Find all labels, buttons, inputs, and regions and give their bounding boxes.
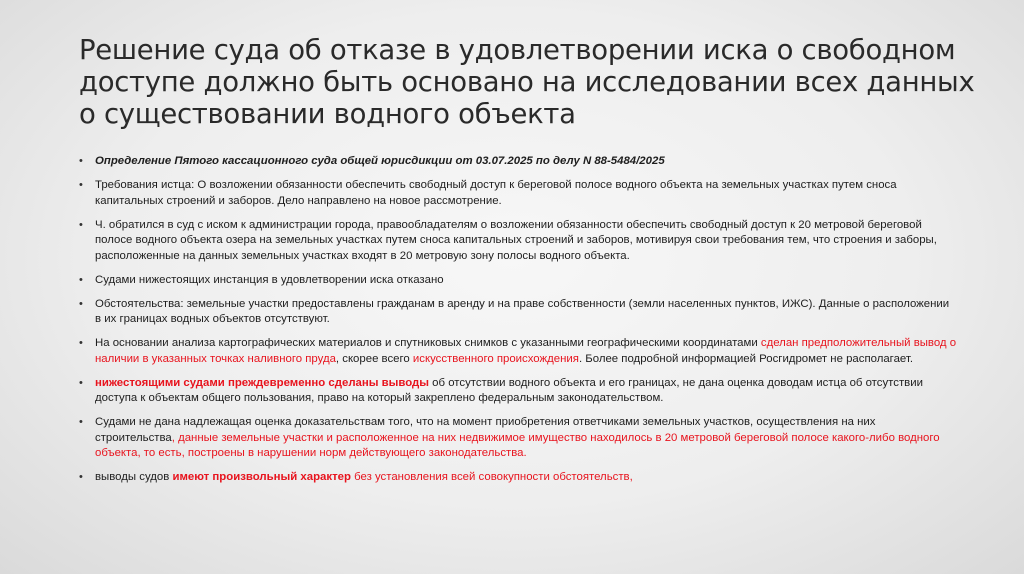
bullet-list — [78, 154, 958, 494]
bullet-text: Судами нижестоящих инстанция в удовлетворении иска отказано — [95, 273, 444, 286]
highlight-text: без установления всей совокупности обстоятельств, — [350, 471, 633, 483]
bullet-text: Ч. обратился в суд с иском к администрации города, правообладателям о возложении обязанности обеспечить свободный доступ к 20 метровой береговой полосе водного объекта озера на земельных участках путем сноса капитальных строений и заборов, мотивируя свои требования тем, что строения и заборы, расположенные на данных земельных участках входят в 20 метровую зону полосы водного объекта. — [95, 218, 937, 262]
slide-title: Решение суда об отказе в удовлетворении иска о свободном доступе должно быть основано на исследовании всех данных о существовании водного объекта — [79, 34, 975, 130]
highlight-text: имеют произвольный характер — [172, 471, 351, 483]
bullet-dot-icon: • — [79, 416, 83, 428]
bullet-dot-icon: • — [79, 218, 83, 231]
highlight-text: искусственного происхождения — [412, 352, 579, 365]
bullet-item-lawsuit — [78, 218, 958, 265]
bullet-item-court-ruling — [78, 154, 958, 170]
bullet-text: об отсутствии водного объекта и его границах, не дана оценка доводам истца об отсутствии доступа к объектам общего пользования, право на который закреплено федеральным законодательством. — [95, 376, 923, 404]
bullet-item-circumstances — [78, 297, 958, 328]
bullet-item-analysis — [78, 336, 958, 367]
bullet-dot-icon: • — [79, 337, 83, 349]
bullet-item-premature-conclusions — [78, 376, 958, 407]
bullet-text: Требования истца: О возложении обязанности обеспечить свободный доступ к береговой полосе водного объекта на земельных участках путем сноса капитальных строений и заборов. Дело направлено на новое рассмотрение. — [95, 179, 897, 207]
bullet-dot-icon: • — [79, 273, 83, 286]
bullet-dot-icon: • — [79, 179, 83, 191]
highlight-text: , данные земельные участки и расположенное на них недвижимое имущество находилось в 20 метровой береговой полосе какого-либо водного объекта, то есть, построены в нарушении норм действующего законодательства. — [95, 431, 940, 459]
bullet-text: На основании анализа картографических материалов и спутниковых снимков с указанными географическими координатами — [95, 337, 761, 349]
bullet-item-claims — [78, 178, 958, 209]
bullet-text: , скорее всего — [335, 352, 413, 365]
bullet-text: выводы судов — [95, 471, 173, 483]
bullet-dot-icon: • — [79, 471, 83, 483]
bullet-text: Обстоятельства: земельные участки предоставлены гражданам в аренду и на праве собственности (земли населенных пунктов, ИЖС). Данные о расположении в их границах водных объектов отсутствуют. — [95, 297, 950, 325]
ruling-reference: Определение Пятого кассационного суда общей юрисдикции от 03.07.2025 по делу N 88-5484/2025 — [95, 155, 665, 167]
bullet-item-lower-courts — [78, 273, 958, 289]
highlight-text: нижестоящими судами преждевременно сделаны выводы — [95, 376, 430, 389]
bullet-dot-icon: • — [79, 297, 83, 310]
bullet-item-evidence — [78, 415, 958, 462]
bullet-text: Судами не дана надлежащая оценка доказательствам того, что на момент приобретения ответчиками земельных участков, осуществления на них строительства — [95, 416, 876, 444]
bullet-dot-icon: • — [79, 155, 83, 167]
bullet-text: . Более подробной информацией Росгидромет не располагает. — [578, 352, 913, 365]
bullet-item-arbitrary — [78, 470, 958, 486]
highlight-text: сделан предположительный вывод о наличии в указанных точках наливного пруда — [95, 337, 957, 365]
bullet-dot-icon: • — [79, 376, 83, 389]
